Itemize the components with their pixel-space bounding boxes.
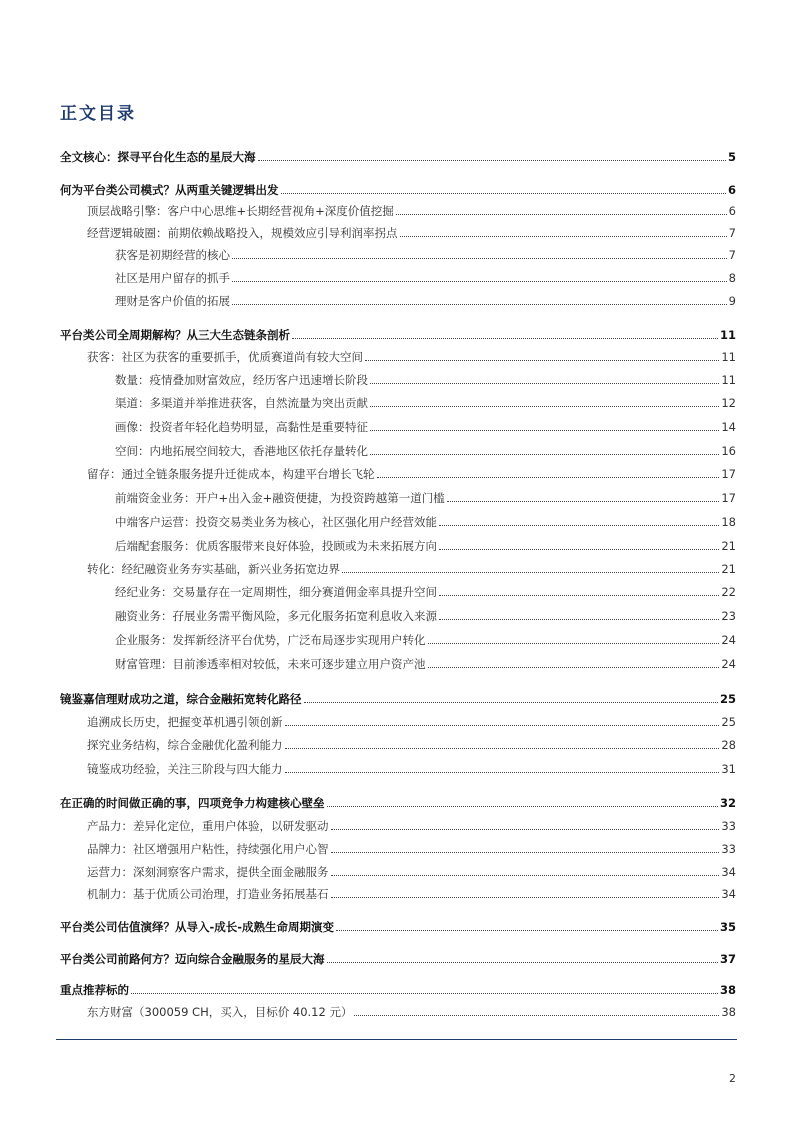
toc-dot-leader: [354, 1015, 719, 1016]
toc-entry[interactable]: [60, 146, 736, 164]
toc-entry-label: 获客：社区为获客的重要抓手，优质赛道尚有较大空间: [87, 350, 363, 364]
toc-dot-leader: [232, 281, 727, 282]
toc-entry[interactable]: [60, 416, 736, 434]
footer-divider: [56, 1039, 737, 1040]
toc-entry-label: 平台类公司估值演绎？从导入-成长-成熟生命周期演变: [60, 920, 335, 934]
toc-dot-leader: [365, 360, 719, 361]
toc-entry-label: 东方财富（300059 CH，买入，目标价 40.12 元）: [87, 1005, 353, 1019]
toc-dot-leader: [370, 406, 719, 407]
toc-entry-label: 镜鉴嘉信理财成功之道，综合金融拓宽转化路径: [60, 692, 302, 706]
toc-dot-leader: [439, 525, 719, 526]
toc-entry-page: 28: [721, 738, 736, 752]
toc-entry-page: 34: [721, 865, 736, 879]
toc-entry-page: 24: [721, 657, 736, 671]
toc-dot-leader: [377, 477, 720, 478]
toc-entry-page: 31: [721, 762, 736, 776]
toc-entry-label: 转化：经纪融资业务夯实基础，新兴业务拓宽边界: [87, 562, 340, 576]
toc-entry-page: 17: [721, 491, 736, 505]
toc-entry-label: 中端客户运营：投资交易类业务为核心，社区强化用户经营效能: [115, 515, 437, 529]
toc-entry[interactable]: [60, 290, 736, 308]
toc-entry-label: 在正确的时间做正确的事，四项竞争力构建核心壁垒: [60, 796, 325, 810]
toc-entry[interactable]: [60, 324, 736, 342]
toc-entry-page: 33: [721, 842, 736, 856]
page-number: 2: [729, 1072, 736, 1085]
toc-entry-page: 21: [721, 562, 736, 576]
toc-entry-page: 22: [721, 585, 736, 599]
toc-entry-label: 前端资金业务：开户+出入金+融资便捷，为投资跨越第一道门槛: [115, 491, 445, 505]
toc-dot-leader: [428, 643, 720, 644]
toc-entry-label: 留存：通过全链条服务提升迁徙成本，构建平台增长飞轮: [87, 467, 375, 481]
toc-entry[interactable]: [60, 511, 736, 529]
toc-dot-leader: [232, 304, 727, 305]
toc-dot-leader: [370, 383, 719, 384]
toc-dot-leader: [439, 595, 719, 596]
toc-entry-label: 探究业务结构，综合金融优化盈利能力: [87, 738, 283, 752]
toc-dot-leader: [439, 549, 719, 550]
toc-entry-label: 数量：疫情叠加财富效应，经历客户迅速增长阶段: [115, 373, 368, 387]
toc-entry-label: 渠道：多渠道并举推进获客，自然流量为突出贡献: [115, 396, 368, 410]
toc-entry[interactable]: [60, 267, 736, 285]
toc-dot-leader: [304, 702, 718, 703]
toc-entry-page: 7: [728, 226, 736, 240]
toc-dot-leader: [232, 258, 727, 259]
toc-entry-page: 32: [719, 796, 736, 810]
toc-entry-page: 34: [721, 887, 736, 901]
toc-entry[interactable]: [60, 629, 736, 647]
toc-entry[interactable]: [60, 861, 736, 879]
toc-title: 正文目录: [60, 104, 136, 124]
toc-entry[interactable]: [60, 815, 736, 833]
toc-entry-page: 14: [721, 420, 736, 434]
toc-entry-page: 33: [721, 819, 736, 833]
toc-entry-label: 平台类公司全周期解构？从三大生态链条剖析: [60, 328, 290, 342]
toc-entry[interactable]: [60, 346, 736, 364]
toc-entry-page: 7: [728, 248, 736, 262]
toc-entry-label: 平台类公司前路何方？迈向综合金融服务的星辰大海: [60, 952, 325, 966]
toc-entry-label: 画像：投资者年轻化趋势明显，高黏性是重要特征: [115, 420, 368, 434]
toc-entry[interactable]: [60, 558, 736, 576]
toc-dot-leader: [331, 852, 720, 853]
toc-entry-page: 23: [721, 609, 736, 623]
toc-entry[interactable]: [60, 244, 736, 262]
toc-entry[interactable]: [60, 222, 736, 240]
toc-entry-page: 11: [719, 328, 736, 342]
toc-entry-label: 经纪业务：交易量存在一定周期性，细分赛道佣金率具提升空间: [115, 585, 437, 599]
toc-dot-leader: [285, 772, 720, 773]
toc-entry[interactable]: [60, 883, 736, 901]
toc-entry-page: 37: [719, 952, 736, 966]
toc-entry[interactable]: [60, 463, 736, 481]
toc-entry-label: 顶层战略引擎：客户中心思维+长期经营视角+深度价值挖掘: [87, 204, 394, 218]
toc-entry-page: 25: [721, 715, 736, 729]
toc-entry-page: 12: [721, 396, 736, 410]
toc-entry-page: 17: [721, 467, 736, 481]
toc-entry[interactable]: [60, 605, 736, 623]
toc-dot-leader: [327, 806, 718, 807]
toc-entry[interactable]: [60, 200, 736, 218]
toc-dot-leader: [327, 962, 718, 963]
toc-dot-leader: [370, 454, 719, 455]
toc-dot-leader: [331, 829, 720, 830]
toc-entry-label: 理财是客户价值的拓展: [115, 294, 230, 308]
toc-entry-page: 25: [719, 692, 736, 706]
toc-entry-label: 品牌力：社区增强用户粘性，持续强化用户心智: [87, 842, 329, 856]
toc-entry-page: 6: [728, 204, 736, 218]
toc-dot-leader: [285, 725, 720, 726]
toc-entry-label: 重点推荐标的: [60, 983, 129, 997]
toc-entry-label: 全文核心：探寻平台化生态的星辰大海: [60, 150, 256, 164]
toc-entry-page: 8: [728, 271, 736, 285]
toc-entry-page: 24: [721, 633, 736, 647]
toc-entry-page: 11: [721, 350, 736, 364]
toc-dot-leader: [258, 160, 726, 161]
toc-dot-leader: [400, 236, 727, 237]
toc-dot-leader: [336, 930, 718, 931]
toc-entry[interactable]: [60, 948, 736, 966]
toc-entry-page: 21: [721, 539, 736, 553]
toc-dot-leader: [370, 430, 719, 431]
toc-entry[interactable]: [60, 711, 736, 729]
toc-entry-label: 运营力：深刻洞察客户需求，提供全面金融服务: [87, 865, 329, 879]
toc-entry-page: 9: [728, 294, 736, 308]
toc-entry[interactable]: [60, 758, 736, 776]
toc-dot-leader: [281, 193, 726, 194]
toc-dot-leader: [292, 338, 718, 339]
toc-entry-label: 镜鉴成功经验，关注三阶段与四大能力: [87, 762, 283, 776]
toc-entry[interactable]: [60, 179, 736, 197]
toc-entry[interactable]: [60, 392, 736, 410]
toc-dot-leader: [131, 993, 718, 994]
toc-entry[interactable]: [60, 581, 736, 599]
toc-entry-page: 38: [721, 1005, 736, 1019]
toc-entry[interactable]: [60, 838, 736, 856]
toc-entry-label: 获客是初期经营的核心: [115, 248, 230, 262]
toc-dot-leader: [447, 501, 720, 502]
toc-entry-page: 11: [721, 373, 736, 387]
toc-dot-leader: [342, 572, 719, 573]
toc-entry-label: 社区是用户留存的抓手: [115, 271, 230, 285]
toc-dot-leader: [396, 214, 727, 215]
toc-entry-page: 38: [719, 983, 736, 997]
toc-dot-leader: [439, 619, 719, 620]
toc-entry-label: 产品力：差异化定位，重用户体验，以研发驱动: [87, 819, 329, 833]
toc-entry[interactable]: [60, 979, 736, 997]
toc-dot-leader: [331, 897, 720, 898]
toc-entry-page: 18: [721, 515, 736, 529]
toc-entry[interactable]: [60, 653, 736, 671]
toc-entry-label: 企业服务：发挥新经济平台优势，广泛布局逐步实现用户转化: [115, 633, 426, 647]
toc-entry[interactable]: [60, 535, 736, 553]
toc-dot-leader: [428, 667, 720, 668]
toc-dot-leader: [285, 748, 720, 749]
toc-entry-label: 经营逻辑破圈：前期依赖战略投入，规模效应引导利润率拐点: [87, 226, 398, 240]
toc-entry-label: 追溯成长历史，把握变革机遇引领创新: [87, 715, 283, 729]
toc-entry-label: 机制力：基于优质公司治理，打造业务拓展基石: [87, 887, 329, 901]
toc-entry-label: 融资业务：孖展业务需平衡风险，多元化服务拓宽利息收入来源: [115, 609, 437, 623]
toc-entry[interactable]: [60, 916, 736, 934]
toc-entry-label: 空间：内地拓展空间较大，香港地区依托存量转化: [115, 444, 368, 458]
toc-entry[interactable]: [60, 369, 736, 387]
toc-entry-label: 财富管理：目前渗透率相对较低，未来可逐步建立用户资产池: [115, 657, 426, 671]
toc-entry-page: 5: [727, 150, 736, 164]
toc-entry[interactable]: [60, 440, 736, 458]
toc-entry[interactable]: [60, 487, 736, 505]
toc-entry[interactable]: [60, 792, 736, 810]
toc-entry-page: 35: [719, 920, 736, 934]
toc-entry-page: 6: [727, 183, 736, 197]
toc-entry[interactable]: [60, 688, 736, 706]
toc-entry[interactable]: [60, 1001, 736, 1019]
toc-dot-leader: [331, 875, 720, 876]
toc-entry-label: 何为平台类公司模式？从两重关键逻辑出发: [60, 183, 279, 197]
toc-entry[interactable]: [60, 734, 736, 752]
toc-entry-label: 后端配套服务：优质客服带来良好体验，投顾或为未来拓展方向: [115, 539, 437, 553]
toc-entry-page: 16: [721, 444, 736, 458]
